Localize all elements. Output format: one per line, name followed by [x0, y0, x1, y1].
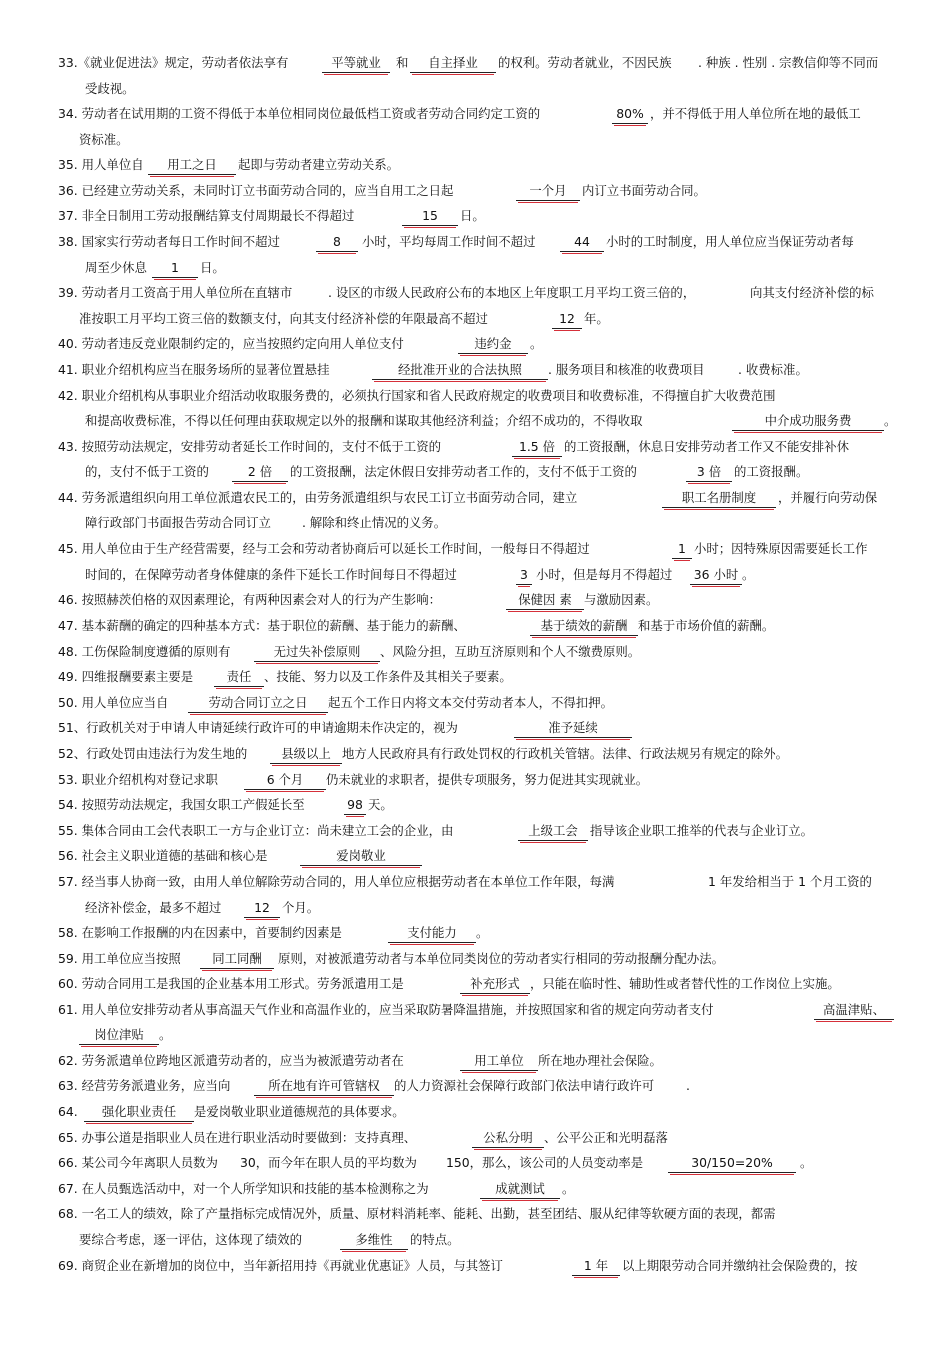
- question-text: 150，那么，该公司的人员变动率是: [446, 1155, 644, 1170]
- red-answer-underline: [234, 483, 286, 484]
- question-text: 的工资报酬，法定休假日安排劳动者工作的，支付不低于工资的: [290, 464, 637, 479]
- question-text: 52、行政处罚由违法行为发生地的: [58, 746, 248, 761]
- answer-blank: 用工之日: [148, 155, 236, 175]
- question-text: 的，支付不低于工资的: [85, 464, 209, 479]
- question-text: . 服务项目和核准的收费项目: [548, 362, 705, 377]
- red-answer-underline: [81, 1046, 157, 1047]
- question-text: . 解除和终止情况的义务。: [302, 515, 447, 530]
- answer-blank: 1: [152, 258, 198, 278]
- question-text: 时间的，在保障劳动者身体健康的条件下延长工作时间每日不得超过: [85, 567, 457, 582]
- question-text: 30，而今年在职人员的平均数为: [240, 1155, 417, 1170]
- answer-blank: 12: [552, 309, 582, 329]
- answer-blank: 基于绩效的薪酬: [530, 616, 638, 636]
- answer-blank: 爱岗敬业: [300, 846, 422, 866]
- question-text: 起五个工作日内将文本交付劳动者本人，不得扣押。: [328, 695, 613, 710]
- red-answer-underline: [518, 202, 578, 203]
- red-answer-underline: [246, 791, 324, 792]
- question-text: 68. 一名工人的绩效，除了产量指标完成情况外，质量、原材料消耗率、能耗、出勤，甚至团结、服从纪律等软硬方面的表现，都需: [58, 1206, 776, 1221]
- answer-blank: 多维性: [340, 1230, 408, 1250]
- red-answer-underline: [614, 125, 646, 126]
- question-text: 34. 劳动者在试用期的工资不得低于本单位相同岗位最低档工资或者劳动合同约定工资的: [58, 106, 541, 121]
- question-text: 。: [742, 567, 755, 582]
- question-text: 地方人民政府具有行政处罚权的行政机关管辖。法律、行政法规另有规定的除外。: [342, 746, 789, 761]
- question-text: 受歧视。: [85, 81, 135, 96]
- question-text: 障行政部门书面报告劳动合同订立: [85, 515, 271, 530]
- question-text: 51、行政机关对于申请人申请延续行政许可的申请逾期未作决定的，视为: [58, 720, 458, 735]
- red-answer-underline: [216, 688, 262, 689]
- question-text: 50. 用人单位应当自: [58, 695, 169, 710]
- red-answer-underline: [532, 637, 636, 638]
- question-text: 准按职工月平均工资三倍的数额支付，向其支付经济补偿的年限最高不超过: [79, 311, 488, 326]
- answer-blank: 80%: [612, 104, 648, 124]
- question-text: 日。: [200, 260, 225, 275]
- question-text: 46. 按照赫茨伯格的双因素理论，有两种因素会对人的行为产生影响：: [58, 592, 441, 607]
- red-answer-underline: [412, 74, 494, 75]
- question-text: 54. 按照劳动法规定，我国女职工产假延长至: [58, 797, 305, 812]
- question-text: 和提高收费标准，不得以任何理由获取规定以外的报酬和谋取其他经济利益；介绍不成功的，不得收取: [85, 413, 643, 428]
- red-answer-underline: [816, 1021, 892, 1022]
- red-answer-underline: [674, 560, 690, 561]
- question-text: 周至少休息: [85, 260, 147, 275]
- answer-blank: 县级以上: [270, 744, 342, 764]
- question-text: . 种族 . 性别 . 宗教信仰等不同而: [698, 55, 879, 70]
- red-answer-underline: [462, 1072, 536, 1073]
- question-text: 56. 社会主义职业道德的基础和核心是: [58, 848, 268, 863]
- question-text: ，并不得低于用人单位所在地的最低工: [650, 106, 861, 121]
- question-text: 小时，平均每周工作时间不超过: [362, 234, 536, 249]
- answer-blank: 30/150=20%: [668, 1153, 796, 1173]
- answer-blank: 所在地有许可管辖权: [254, 1076, 394, 1096]
- question-text: 63. 经营劳务派遣业务，应当向: [58, 1078, 231, 1093]
- question-text: 的权利。劳动者就业，不因民族: [498, 55, 672, 70]
- answer-blank: 98: [344, 795, 366, 815]
- answer-blank: 一个月: [516, 181, 580, 201]
- red-answer-underline: [482, 1200, 558, 1201]
- answer-blank: 上级工会: [518, 821, 588, 841]
- question-text: 61. 用人单位安排劳动者从事高温天气作业和高温作业的，应当采取防暑降温措施，并按照国家和省的规定向劳动者支付: [58, 1002, 714, 1017]
- question-text: 57. 经当事人协商一致，由用人单位解除劳动合同的，用人单位应根据劳动者在本单位工作年限，每满: [58, 874, 615, 889]
- question-text: 44. 劳务派遣组织向用工单位派遣农民工的，由劳务派遣组织与农民工订立书面劳动合同，建立: [58, 490, 578, 505]
- answer-blank: 劳动合同订立之日: [188, 693, 328, 713]
- question-text: 个月。: [282, 900, 320, 915]
- question-text: 指导该企业职工推举的代表与企业订立。: [590, 823, 814, 838]
- question-text: 起即与劳动者建立劳动关系。: [238, 157, 400, 172]
- red-answer-underline: [516, 739, 630, 740]
- red-answer-underline: [202, 970, 272, 971]
- red-answer-underline: [508, 611, 582, 612]
- question-text: 38. 国家实行劳动者每日工作时间不超过: [58, 234, 280, 249]
- question-text: ，并履行向劳动保: [778, 490, 878, 505]
- red-answer-underline: [324, 74, 388, 75]
- question-text: 原则，对被派遣劳动者与本单位同类岗位的劳动者实行相同的劳动报酬分配办法。: [278, 951, 725, 966]
- question-text: 35. 用人单位自: [58, 157, 144, 172]
- question-text: 向其支付经济补偿的标: [750, 285, 874, 300]
- red-answer-underline: [462, 995, 528, 996]
- question-text: 37. 非全日制用工劳动报酬结算支付周期最长不得超过: [58, 208, 355, 223]
- red-answer-underline: [670, 1174, 794, 1175]
- answer-blank: 准予延续: [514, 718, 632, 738]
- answer-blank: 同工同酬: [200, 949, 274, 969]
- question-text: 。: [159, 1027, 172, 1042]
- red-answer-underline: [688, 483, 730, 484]
- red-answer-underline: [374, 381, 546, 382]
- question-text: 62. 劳务派遣单位跨地区派遣劳动者的，应当为被派遣劳动者在: [58, 1053, 404, 1068]
- red-answer-underline: [562, 253, 602, 254]
- question-text: 、技能、努力以及工作条件及其相关子要素。: [264, 669, 512, 684]
- question-text: .: [686, 1078, 690, 1093]
- answer-blank: 8: [316, 232, 358, 252]
- answer-blank: 岗位津贴: [79, 1025, 159, 1045]
- answer-blank: 支付能力: [388, 923, 476, 943]
- red-answer-underline: [460, 355, 526, 356]
- question-text: 内订立书面劳动合同。: [582, 183, 706, 198]
- question-text: 和基于市场价值的薪酬。: [638, 618, 775, 633]
- question-text: 66. 某公司今年离职人员数为: [58, 1155, 218, 1170]
- red-answer-underline: [256, 1097, 392, 1098]
- question-text: 33.《就业促进法》规定，劳动者依法享有: [58, 55, 289, 70]
- question-text: 日。: [460, 208, 485, 223]
- question-text: 64.: [58, 1104, 78, 1119]
- question-text: 。: [562, 1181, 575, 1196]
- question-text: 45. 用人单位由于生产经营需要，经与工会和劳动者协商后可以延长工作时间，一般每日不得超过: [58, 541, 590, 556]
- question-text: 仍未就业的求职者，提供专项服务，努力促进其实现就业。: [326, 772, 649, 787]
- red-answer-underline: [246, 919, 278, 920]
- question-text: 59. 用工单位应当按照: [58, 951, 181, 966]
- red-answer-underline: [554, 330, 580, 331]
- answer-blank: 3 倍: [686, 462, 732, 482]
- question-text: 、风险分担，互助互济原则和个人不缴费原则。: [380, 644, 641, 659]
- answer-blank: 补充形式: [460, 974, 530, 994]
- answer-blank: 6 个月: [244, 770, 326, 790]
- question-text: 。: [800, 1155, 813, 1170]
- question-text: 要综合考虑，逐一评估，这体现了绩效的: [79, 1232, 303, 1247]
- answer-blank: 强化职业责任: [84, 1102, 194, 1122]
- red-answer-underline: [342, 1251, 406, 1252]
- question-text: . 设区的市级人民政府公布的本地区上年度职工月平均工资三倍的，: [328, 285, 696, 300]
- answer-blank: 36 小时: [690, 565, 742, 585]
- red-answer-underline: [190, 714, 326, 715]
- answer-blank: 职工名册制度: [662, 488, 776, 508]
- answer-blank: 1: [672, 539, 692, 559]
- answer-blank: 无过失补偿原则: [254, 642, 380, 662]
- question-text: 年。: [584, 311, 609, 326]
- red-answer-underline: [404, 227, 456, 228]
- question-text: 58. 在影响工作报酬的内在因素中，首要制约因素是: [58, 925, 342, 940]
- question-text: 53. 职业介绍机构对登记求职: [58, 772, 218, 787]
- question-text: 的工资报酬，休息日安排劳动者工作又不能安排补休: [564, 439, 849, 454]
- answer-blank: 违约金: [458, 334, 528, 354]
- question-text: 是爱岗敬业职业道德规范的具体要求。: [194, 1104, 405, 1119]
- question-text: . 收费标准。: [738, 362, 808, 377]
- red-answer-underline: [154, 279, 196, 280]
- answer-blank: 平等就业: [322, 53, 390, 73]
- question-text: 小时；因特殊原因需要延长工作: [694, 541, 868, 556]
- red-answer-underline: [520, 842, 586, 843]
- question-text: 41. 职业介绍机构应当在服务场所的显著位置悬挂: [58, 362, 330, 377]
- red-answer-underline: [734, 432, 882, 433]
- answer-blank: 公私分明: [472, 1128, 544, 1148]
- question-text: 40. 劳动者违反竞业限制约定的，应当按照约定向用人单位支付: [58, 336, 404, 351]
- question-text: 65. 办事公道是指职业人员在进行职业活动时要做到：支持真理、: [58, 1130, 417, 1145]
- question-text: 。: [530, 336, 543, 351]
- answer-blank: 12: [244, 898, 280, 918]
- red-answer-underline: [318, 253, 356, 254]
- question-text: 42. 职业介绍机构从事职业介绍活动收取服务费的，必须执行国家和省人民政府规定的收费项目和收费标准，不得擅自扩大收费范围: [58, 388, 776, 403]
- question-text: 小时，但是每月不得超过: [536, 567, 673, 582]
- question-text: ，只能在临时性、辅助性或者替代性的工作岗位上实施。: [530, 976, 840, 991]
- question-text: 小时的工时制度，用人单位应当保证劳动者每: [606, 234, 854, 249]
- question-text: 以上期限劳动合同并缴纳社会保险费的，按: [622, 1258, 858, 1273]
- red-answer-underline: [518, 586, 530, 587]
- question-text: 。: [884, 413, 897, 428]
- question-text: 经济补偿金，最多不超过: [85, 900, 222, 915]
- red-answer-underline: [302, 867, 420, 868]
- red-answer-underline: [272, 765, 340, 766]
- question-text: 43. 按照劳动法规定，安排劳动者延长工作时间的，支付不低于工资的: [58, 439, 441, 454]
- question-text: 36. 已经建立劳动关系，未同时订立书面劳动合同的，应当自用工之日起: [58, 183, 454, 198]
- question-text: 1 年发给相当于 1 个月工资的: [708, 874, 872, 889]
- question-text: 47. 基本薪酬的确定的四种基本方式：基于职位的薪酬、基于能力的薪酬、: [58, 618, 466, 633]
- red-answer-underline: [390, 944, 474, 945]
- red-answer-underline: [474, 1149, 542, 1150]
- question-text: 39. 劳动者月工资高于用人单位所在直辖市: [58, 285, 293, 300]
- answer-blank: 中介成功服务费: [732, 411, 884, 431]
- answer-blank: 责任: [214, 667, 264, 687]
- answer-blank: 1.5 倍: [512, 437, 562, 457]
- question-text: 的工资报酬。: [734, 464, 809, 479]
- red-answer-underline: [692, 586, 740, 587]
- answer-blank: 经批准开业的合法执照: [372, 360, 548, 380]
- red-answer-underline: [256, 663, 378, 664]
- question-text: 。: [476, 925, 489, 940]
- question-text: 67. 在人员甄选活动中，对一个人所学知识和技能的基本检测称之为: [58, 1181, 429, 1196]
- question-text: 、公平公正和光明磊落: [544, 1130, 668, 1145]
- red-answer-underline: [86, 1123, 192, 1124]
- red-answer-underline: [574, 1277, 618, 1278]
- question-text: 所在地办理社会保险。: [538, 1053, 662, 1068]
- red-answer-underline: [514, 458, 560, 459]
- question-text: 天。: [368, 797, 393, 812]
- question-text: 49. 四维报酬要素主要是: [58, 669, 194, 684]
- answer-blank: 44: [560, 232, 604, 252]
- answer-blank: 1 年: [572, 1256, 620, 1276]
- red-answer-underline: [664, 509, 774, 510]
- red-answer-underline: [346, 816, 364, 817]
- question-text: 资标准。: [79, 132, 129, 147]
- answer-blank: 自主择业: [410, 53, 496, 73]
- answer-blank: 2 倍: [232, 462, 288, 482]
- answer-blank: 保健因 素: [506, 590, 584, 610]
- question-text: 和: [396, 55, 409, 70]
- answer-blank: 15: [402, 206, 458, 226]
- question-text: 的人力资源社会保障行政部门依法申请行政许可: [394, 1078, 655, 1093]
- question-text: 60. 劳动合同用工是我国的企业基本用工形式。劳务派遣用工是: [58, 976, 404, 991]
- answer-blank: 用工单位: [460, 1051, 538, 1071]
- red-answer-underline: [150, 176, 234, 177]
- question-text: 69. 商贸企业在新增加的岗位中，当年新招用持《再就业优惠证》人员，与其签订: [58, 1258, 503, 1273]
- question-text: 55. 集体合同由工会代表职工一方与企业订立：尚未建立工会的企业，由: [58, 823, 454, 838]
- question-text: 48. 工伤保险制度遵循的原则有: [58, 644, 231, 659]
- answer-blank: 高温津贴、: [814, 1000, 894, 1020]
- question-text: 的特点。: [410, 1232, 460, 1247]
- answer-blank: 3: [516, 565, 532, 585]
- question-text: 与激励因素。: [584, 592, 659, 607]
- answer-blank: 成就测试: [480, 1179, 560, 1199]
